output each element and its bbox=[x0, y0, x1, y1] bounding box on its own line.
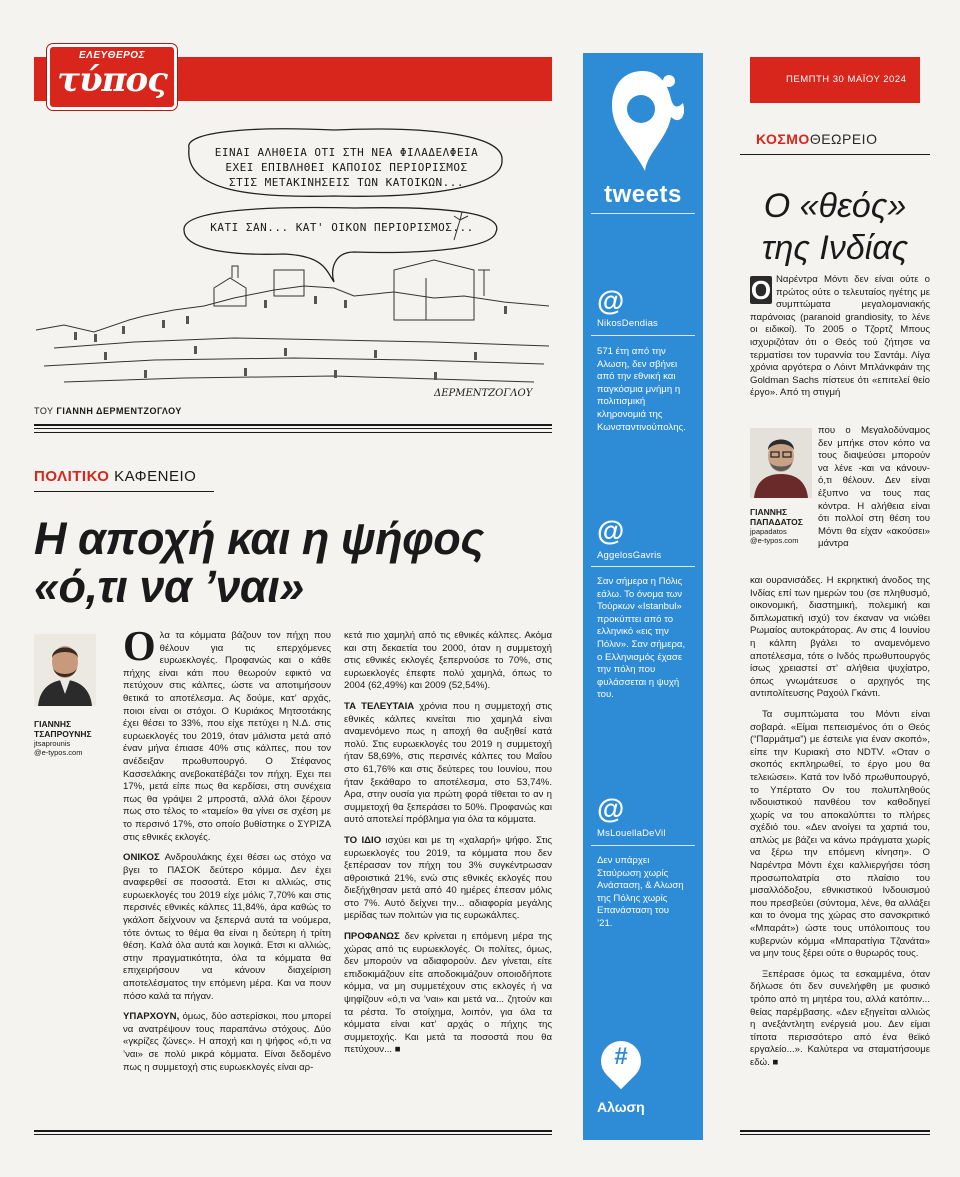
tweets-title-rule bbox=[591, 213, 695, 214]
kicker-bold: ΠΟΛΙΤΙΚΟ bbox=[34, 468, 110, 485]
paragraph bbox=[750, 274, 930, 400]
paragraph-lead: ΤΑ ΤΕΛΕΥΤΑΙΑ bbox=[344, 700, 420, 712]
article-right-col bbox=[750, 274, 930, 400]
byline-prefix: ΤΟΥ bbox=[34, 406, 54, 416]
author-photo bbox=[750, 428, 812, 498]
cartoon bbox=[34, 120, 552, 408]
paragraph-text: λα τα κόμματα βάζουν τον πήχη που θέλουν για τις επερχόμενες ευρωεκλογές. Προφανώς και ο κάθε πήχης είναι κάτι που θεωρούν εφικτό να πετύχουν στις κάλπες, ώστε να αποτιμήσουν θετικά το αποτέλεσμα. Ας δούμε, κατ’ αρχάς, ποιοι είναι οι στόχοι. Ο Κυριάκος Μητσοτάκης έχει θέσει το 33%, που είχε πετύχει η Ν.Δ. στις ευρωεκλογές του 2019, όταν μάλιστα μετά από έναν μήνα έπιασε 40% στις κάλπες, που τον ανέδειξαν πρωθυπουργό. Ο Στέφανος Κασσελάκης ανεβοκατέβάζει τον πήχη. Εχει πει 17%, μετά είπε πως θα κερδίσει, στη συνέχεια πως θα γράψει 2 μπροστά, αλλά όλοι ξέρουν πως στο τέλος το «ταμείο» θα γίνει σε σχέση με το περσινό 17%, στο οποίο βυθίστηκε ο ΣΥΡΙΖΑ στις εθνικές εκλογές. bbox=[123, 630, 331, 843]
speech-bubble-2-text: ΚΑΤΙ ΣΑΝ... ΚΑΤ' ΟΙΚΟΝ ΠΕΡΙΟΡΙΣΜΟΣ... bbox=[210, 221, 474, 234]
tweet-handle: MsLouellaDeVil bbox=[597, 828, 666, 839]
author-email: @e-typos.com bbox=[34, 748, 83, 757]
paragraph-text: δεν κρίνεται η επόμενη μέρα της χώρας από τις ευρωεκλογές. Οι πολίτες, όμως, δεν μπορούν να αδιαφορούν. Δεν γίνεται, είτε επιδοκιμάζουν είτε αποδοκιμάζουν οποιοδήποτε κόμμα, να μη συμμετέχουν στις εκλογές ή να ψηφίζουν «ό,τι να ’ναι» και μετά να... ζητούν και τα ρέστα. Το στοίχημα, λοιπόν, για όλα τα κόμματα είναι κατ’ αρχάς ο πήχης της συμμετοχής. Και μετά τα ποσοστά που θα πετύχουν... ■ bbox=[344, 931, 552, 1056]
paragraph-lead: ΠΡΟΦΑΝΩΣ bbox=[344, 931, 405, 943]
kicker-rule bbox=[740, 154, 930, 155]
crowd-sketch bbox=[74, 296, 507, 380]
author-photo bbox=[34, 634, 96, 706]
paragraph bbox=[344, 931, 552, 1057]
paragraph bbox=[123, 624, 331, 844]
paragraph-text: κετά πιο χαμηλή από τις εθνικές κάλπες. Ακόμα και στη δεκαετία του 2000, όταν η συμμετοχή στις εθνικές εκλογές ξεπερνούσε το 70%, στις ευρωεκλογές έπεφτε πολύ χαμηλά, όπως το 2004 (62,49%) και 2009 (52,54%). bbox=[344, 630, 552, 692]
tweet-handle: NikosDendias bbox=[597, 318, 659, 329]
author-email: @e-typos.com bbox=[750, 536, 799, 545]
paragraph-text: όμως, δύο αστερίσκοι, που μπορεί να ανατρέψουν τους παραπάνω στόχους. Δύο «γκρίζες ζώνες». Η αποχή και η ψήφος «ό,τι να ’ναι» σε πολύ μικρά κόμματα. Είναι δεδομένο πως η συμμετοχή στις ευρωεκλογές είναι αρ- bbox=[123, 1011, 331, 1073]
author-box bbox=[34, 634, 114, 757]
paragraph bbox=[123, 1011, 331, 1074]
tweet-text: Σαν σήμερα η Πόλις εάλω. Το όνομα των Τούρκων «Istanbul» προκύπτει από το ελληνικό «εις την Πόλιν». Σαν σήμερα, ο Ελληνισμός έχασε την πόλη που φυλάσσεται η ψυχή του. bbox=[597, 576, 686, 701]
paragraph-text: Ξεπέρασε όμως τα εσκαμμένα, όταν δήλωσε ότι δεν συνελήφθη με φυσικό τρόπο από τη μητέρα του, αλλά κατόπιν... θείας παρέμβασης. «Δεν εξηγείται αλλιώς η ανεξάντλητη ενέργειά μου. Δεν είμαι τίποτα περισσότερο από ένα θεϊκό εργαλείο...». Καλύτερα να σταματήσουμε εδώ. ■ bbox=[750, 968, 930, 1068]
paragraph-text: Ανδρουλάκης έχει θέσει ως στόχο να βγει το ΠΑΣΟΚ δεύτερο κόμμα. Δεν έχει αναφερθεί σε ποσοστά. Ετσι κι αλλιώς, στις ευρωεκλογές του 2019 είχε μόλις 7,70% και στις περσινές εθνικές κάλπες 11,84%, άρα καθώς το γκάλοπ δείχνουν να ξεπερνά αυτά τα νούμερα, τότε όντως το θέμα θα είναι η δεύτερη ή τρίτη θέση. Καλά όλα αυτά και λογικά. Ετσι κι αλλιώς, στην πραγματικότητα, όλα τα κόμματα θα επιχειρήσουν να κάνουν διαχείριση αποτελέσματος την επόμενη μέρα. Και να πουν πόσο καλά τα πήγαν. bbox=[123, 852, 331, 1002]
footer-rule bbox=[34, 1130, 552, 1135]
author-handle: jtsaprounis bbox=[34, 739, 71, 748]
date-band: ΠΕΜΠΤΗ 30 ΜΑΪΟΥ 2024 bbox=[750, 57, 920, 103]
cartoon-byline bbox=[34, 406, 182, 416]
section-kicker bbox=[34, 468, 196, 485]
paragraph bbox=[344, 835, 552, 923]
paragraph-lead: ΥΠΑΡΧΟΥΝ, bbox=[123, 1011, 183, 1023]
paragraph-text: ισχύει και με τη «χαλαρή» ψήφο. Στις ευρωεκλογές του 2019, τα κόμματα που δεν ξεπέρασαν τον πήχη του 3% συγκέντρωσαν αθροιστικά 21%, ενώ στις εθνικές εκλογές που διεξήχθησαν μετά από 40 ημέρες έπεσαν μόλις στο 7%. Αυτό δείχνει την... αδιαφορία μεγάλης μερίδας των πολιτών για τις ευρωκάλπες. bbox=[344, 834, 552, 922]
at-icon: @ bbox=[597, 285, 625, 316]
kicker-rest: ΘΕΩΡΕΙΟ bbox=[809, 131, 878, 147]
author-box bbox=[750, 428, 812, 545]
paragraph-text: χρόνια που η συμμετοχή στις εθνικές κάλπες κινείται πιο χαμηλά είναι αναμενόμενο πως η αποχή θα αυξηθεί κατά πολύ. Στις ευρωεκλογές του 2019 η συμμετοχή ήταν 58,69%, στις περσινές κάλπες του Μαΐου στο 61,76% και στις δεύτερες του Ιουνίου, που ήταν ξεκάθαρο το αποτέλεσμα, στο 53,74%. Αρα, στην ουσία για πρώτη φορά τίθεται το αν η συμμετοχή θα ξεπεράσει το 50%. Προφανώς και αυτό αποτελεί πρόβλημα για όλα τα κόμματα. bbox=[344, 700, 552, 826]
logo-big-text: τύπος bbox=[57, 60, 167, 100]
tweet-bird-icon bbox=[583, 53, 703, 193]
tweets-title: tweets bbox=[604, 181, 682, 208]
article-right-col-lower bbox=[750, 575, 930, 1078]
tweet-text: 571 έτη από την Αλωση, δεν σβήνει από την εθνική και παγκόσμια μνήμη η πολιτισμική κληρονομιά της Κωνσταντινούπολης. bbox=[597, 346, 686, 433]
article-right-narrow bbox=[818, 425, 930, 551]
author-handle: jpapadatos bbox=[750, 527, 787, 536]
cartoonist-signature: ΔΕΡΜΕΝΤΖΟΓΛΟΥ bbox=[434, 388, 533, 399]
article-left-col-2 bbox=[344, 630, 552, 1065]
hashtag-symbol: # bbox=[614, 1043, 628, 1070]
tweet-text: Δεν υπάρχει Σταύρωση χωρίς Ανάσταση, & Αλωση της Πόλης χωρίς Επανάσταση του ’21. bbox=[597, 855, 684, 929]
author-name: ΓΙΑΝΝΗΣ ΤΣΑΠΡΟΥΝΗΣ bbox=[34, 719, 92, 739]
drop-cap: Ο bbox=[750, 275, 772, 305]
speech-bubble-1-text: ΕΙΝΑΙ ΑΛΗΘΕΙΑ ΟΤΙ ΣΤΗ ΝΕΑ ΦΙΛΑΔΕΛΦΕΙΑ ΕΧΕΙ ΕΠΙΒΛΗΘΕΙ ΚΑΠΟΙΟΣ ΠΕΡΙΟΡΙΣΜΟΣ ΣΤΙΣ ΜΕΤΑΚΙΝΗΣΕΙΣ ΤΩΝ ΚΑΤΟΙΚΩΝ... bbox=[214, 146, 479, 189]
article-headline: Η αποχή και η ψήφος «ό,τι να ’ναι» bbox=[34, 513, 484, 612]
tweet-rule bbox=[591, 335, 695, 336]
section-divider-thin bbox=[34, 432, 552, 433]
newspaper-logo bbox=[47, 44, 177, 110]
at-icon: @ bbox=[597, 793, 625, 824]
byline-name: ΓΙΑΝΝΗ ΔΕΡΜΕΝΤΖΟΓΛΟΥ bbox=[56, 406, 182, 416]
logo-small-text: ΕΛΕΥΘΕΡΟΣ bbox=[79, 50, 145, 61]
paragraph-lead: ΟΝΙΚΟΣ bbox=[123, 852, 165, 864]
article-left-col-1 bbox=[123, 624, 331, 1082]
tweet-rule bbox=[591, 845, 695, 846]
paragraph-text: και ουρανισάδες. Η εκρηκτική άνοδος της Ινδίας επί των ημερών του (σε πληθυσμό, οικονομική, διαστημική, πολεμική και διπλωματική ισχύ) τον έκαναν να νιώθει Ρωμαίος αυτοκράτορας. Αν στις 4 Ιουνίου η κάλπη βγάλει το αναμενόμενο αποτέλεσμα, τότε ο Ινδός πρωθυπουργός ίσως χρειαστεί στ’ αλήθεια ψυχίατρο, όπως γνωμάτευσε ο αρχηγός της αντιπολίτευσης Ραχούλ Γκάντι. bbox=[750, 575, 930, 700]
section-kicker bbox=[756, 131, 877, 147]
drop-cap: Ο bbox=[123, 624, 156, 670]
paragraph-text: Τα συμπτώματα του Μόντι είναι σοβαρά. «Είμαι πεπεισμένος ότι ο Θεός (“Παρμάτμα”) με έστειλε για έναν σκοπό», είπε την Κυριακή στο NDTV. «Οταν ο σκοπός εκπληρωθεί, το έργο μου θα τελειώσει». Κατά τον Ινδό πρωθυπουργό, το Υπέρτατο Ον του πολυπληθούς ινδουιστικού πανθέου τον καθοδηγεί χωρίς να του αποκαλύπτει το πλήρες σχέδιό του. «Δεν ανοίγει τα χαρτιά του, απλώς με βάζει να κάνω πράγματα χωρίς να ξέρω την επόμενη κίνηση». Ο Ναρέντρα Μόντι έχει καλλιεργήσει τόση προσωπολατρία στο πλαίσιο του μισαλλόδοξου, εθνικιστικού Ινδουισμού που πρεσβεύει (σύντομα, λένε, θα αλλάξει και το όνομα της χώρας στο σανσκριτικό «Μπαράτ») ώστε τους υπόλοιπους του κυβερνών κόμμα «Μπαρατίγια Τζανάτα» να μην τους ξέρει ούτε ο θυρωρός τους. bbox=[750, 708, 930, 960]
paragraph-text: Ναρέντρα Μόντι δεν είναι ούτε ο πρώτος ούτε ο τελευταίος ηγέτης με συμπτώματα μεγαλομανιακής παράνοιας (paranoid grandiosity, το λένε οι ειδικοί). Το 2005 ο Τζορτζ Μπους ισχυριζόταν ότι ο Θεός τού ζήτησε να τερματίσει τον τυραννία του Σαντάμ. Λίγα χρόνια αργότερα ο Λόιντ Μπλάνκφάιν της Goldman Sachs πίστευε ότι «επιτελεί θείο έργο». Από τη στιγμή bbox=[750, 274, 930, 399]
hashtag-label: Αλωση bbox=[597, 1099, 645, 1115]
tweet-rule bbox=[591, 566, 695, 567]
kicker-rule bbox=[34, 491, 214, 492]
article-headline: Ο «θεός» της Ινδίας bbox=[761, 187, 909, 267]
paragraph-text: που ο Μεγαλοδύναμος δεν μπήκε στον κόπο να τους διαψεύσει μπορούν να λένε -και να κάνουν- ό,τι θέλουν. Δεν είναι έξυπνο να τους πας κόντρα. Η αλήθεια είναι ότι πολλοί στη θέση του Μόντι θα είχαν «ακούσει» μάντρα bbox=[818, 425, 930, 550]
kicker-bold: ΚΟΣΜΟ bbox=[756, 131, 810, 147]
section-divider bbox=[34, 424, 552, 429]
at-icon: @ bbox=[597, 515, 625, 546]
tweet-handle: AggelosGavris bbox=[597, 550, 662, 561]
paragraph bbox=[344, 630, 552, 693]
author-name: ΓΙΑΝΝΗΣ ΠΑΠΑΔΑΤΟΣ bbox=[750, 507, 803, 527]
paragraph bbox=[123, 852, 331, 1003]
tweets-column bbox=[583, 53, 703, 1140]
paragraph-lead: ΤΟ ΙΔΙΟ bbox=[344, 834, 386, 846]
speech-bubble-2 bbox=[184, 208, 497, 282]
kicker-rest: ΚΑΦΕΝΕΙΟ bbox=[114, 468, 197, 485]
footer-rule bbox=[740, 1130, 930, 1135]
skyline-sketch bbox=[36, 212, 549, 382]
paragraph bbox=[344, 701, 552, 827]
